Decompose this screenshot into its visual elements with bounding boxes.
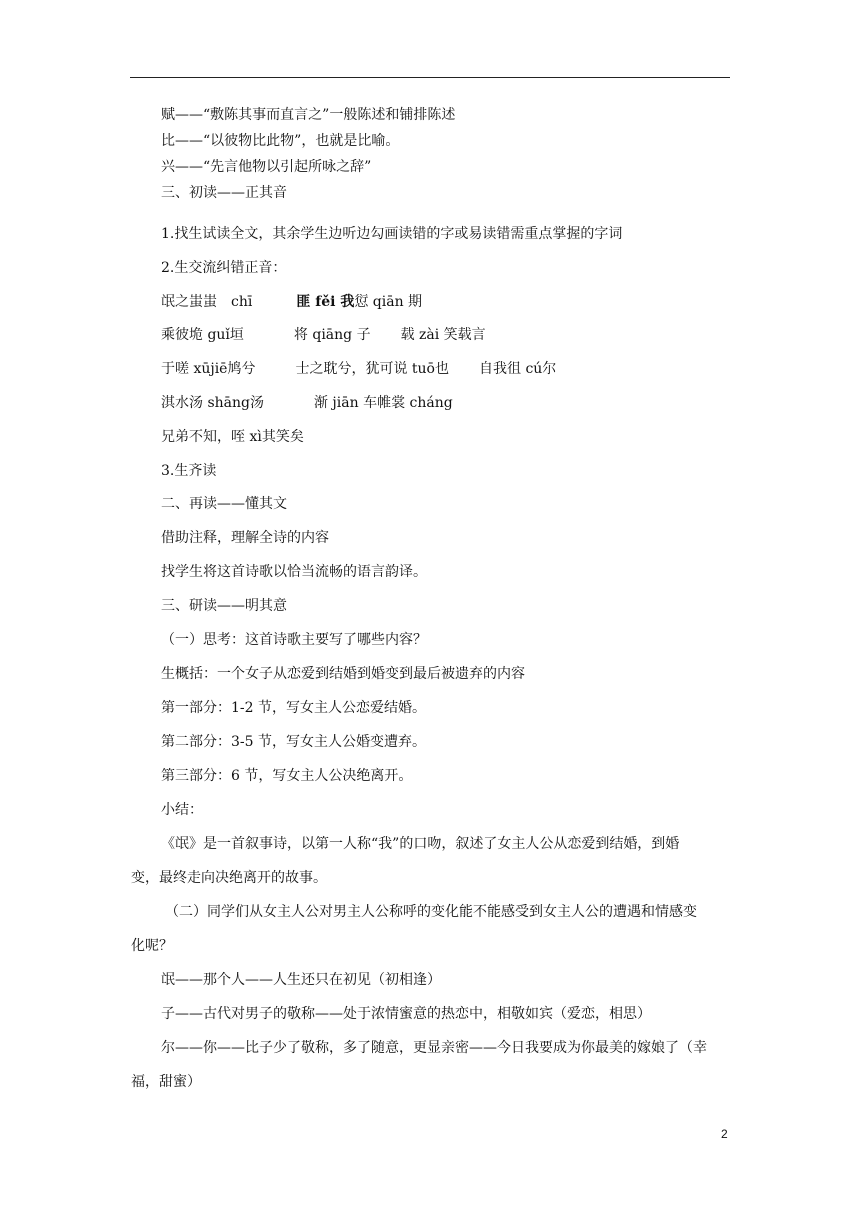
text-line: 化呢？: [131, 938, 173, 954]
pinyin-row: [161, 359, 556, 379]
text-line: 第一部分：1-2 节，写女主人公恋爱结婚。: [161, 700, 426, 716]
question: （一）思考：这首诗歌主要写了哪些内容？: [161, 632, 427, 648]
section-heading: 三、初读——正其音: [161, 185, 287, 201]
text-line: 兴——“先言他物以引起所咏之辞”: [161, 159, 372, 175]
text-line: 第三部分：6 节，写女主人公决绝离开。: [161, 768, 413, 784]
text-line: 比——“以彼物比此物”，也就是比喻。: [161, 133, 400, 149]
pinyin-item: 载 zài 笑载言: [400, 327, 486, 343]
text-line: 找学生将这首诗歌以恰当流畅的语言韵译。: [161, 564, 427, 580]
text-line: 生概括：一个女子从恋爱到结婚到婚变到最后被遗弃的内容: [161, 666, 525, 682]
text-line: 变，最终走向决绝离开的故事。: [131, 870, 327, 886]
text-line: 借助注释，理解全诗的内容: [161, 530, 329, 546]
text-line: 第二部分：3-5 节，写女主人公婚变遭弃。: [161, 734, 426, 750]
text-line: 2.生交流纠错正音：: [161, 260, 287, 276]
pinyin-row: [161, 325, 486, 345]
text-line: 福，甜蜜）: [131, 1074, 201, 1090]
pinyin-item: 匪 fěi 我: [296, 294, 355, 310]
text-line: 《氓》是一首叙事诗，以第一人称“我”的口吻，叙述了女主人公从恋爱到结婚，到婚: [161, 836, 680, 852]
pinyin-item: 士之耽兮，犹可说 tuō也: [295, 361, 449, 377]
text-line: 赋——“敷陈其事而直言之”一般陈述和铺排陈述: [161, 107, 456, 123]
pinyin-row: 兄弟不知，咥 xì其笑矣: [161, 429, 304, 445]
text-line: 1.找生试读全文，其余学生边听边勾画读错的字或易读错需重点掌握的字词: [161, 226, 623, 242]
question: （二）同学们从女主人公对男主人公称呼的变化能不能感受到女主人公的遭遇和情感变: [165, 904, 697, 920]
pinyin-item: 愆 qiān 期: [354, 294, 423, 310]
pinyin-item: 自我徂 cú尔: [479, 361, 557, 377]
section-heading: 二、再读——懂其文: [161, 496, 287, 512]
text-line: 尔——你——比子少了敬称，多了随意，更显亲密——今日我要成为你最美的嫁娘了（幸: [161, 1040, 707, 1056]
pinyin-item: 渐 jiān 车帷裳 cháng: [313, 395, 453, 411]
pinyin-row: [161, 292, 422, 312]
pinyin-row: [161, 393, 453, 413]
pinyin-item: 将 qiāng 子: [293, 327, 371, 343]
section-heading: 三、研读——明其意: [161, 598, 287, 614]
header-rule: [130, 77, 730, 78]
text-line: 氓——那个人——人生还只在初见（初相逢）: [161, 972, 441, 988]
pinyin-item: 氓之蚩蚩 chī: [161, 294, 253, 310]
pinyin-item: 乘彼垝 guǐ垣: [161, 327, 244, 343]
text-line: 3.生齐读: [161, 463, 217, 479]
text-line: 子——古代对男子的敬称——处于浓情蜜意的热恋中，相敬如宾（爱恋，相思）: [161, 1006, 651, 1022]
pinyin-item: 于嗟 xūjiē鸠兮: [161, 361, 256, 377]
text-line: 小结：: [161, 802, 203, 818]
page-number: 2: [721, 1127, 728, 1141]
pinyin-item: 淇水汤 shāng汤: [161, 395, 264, 411]
